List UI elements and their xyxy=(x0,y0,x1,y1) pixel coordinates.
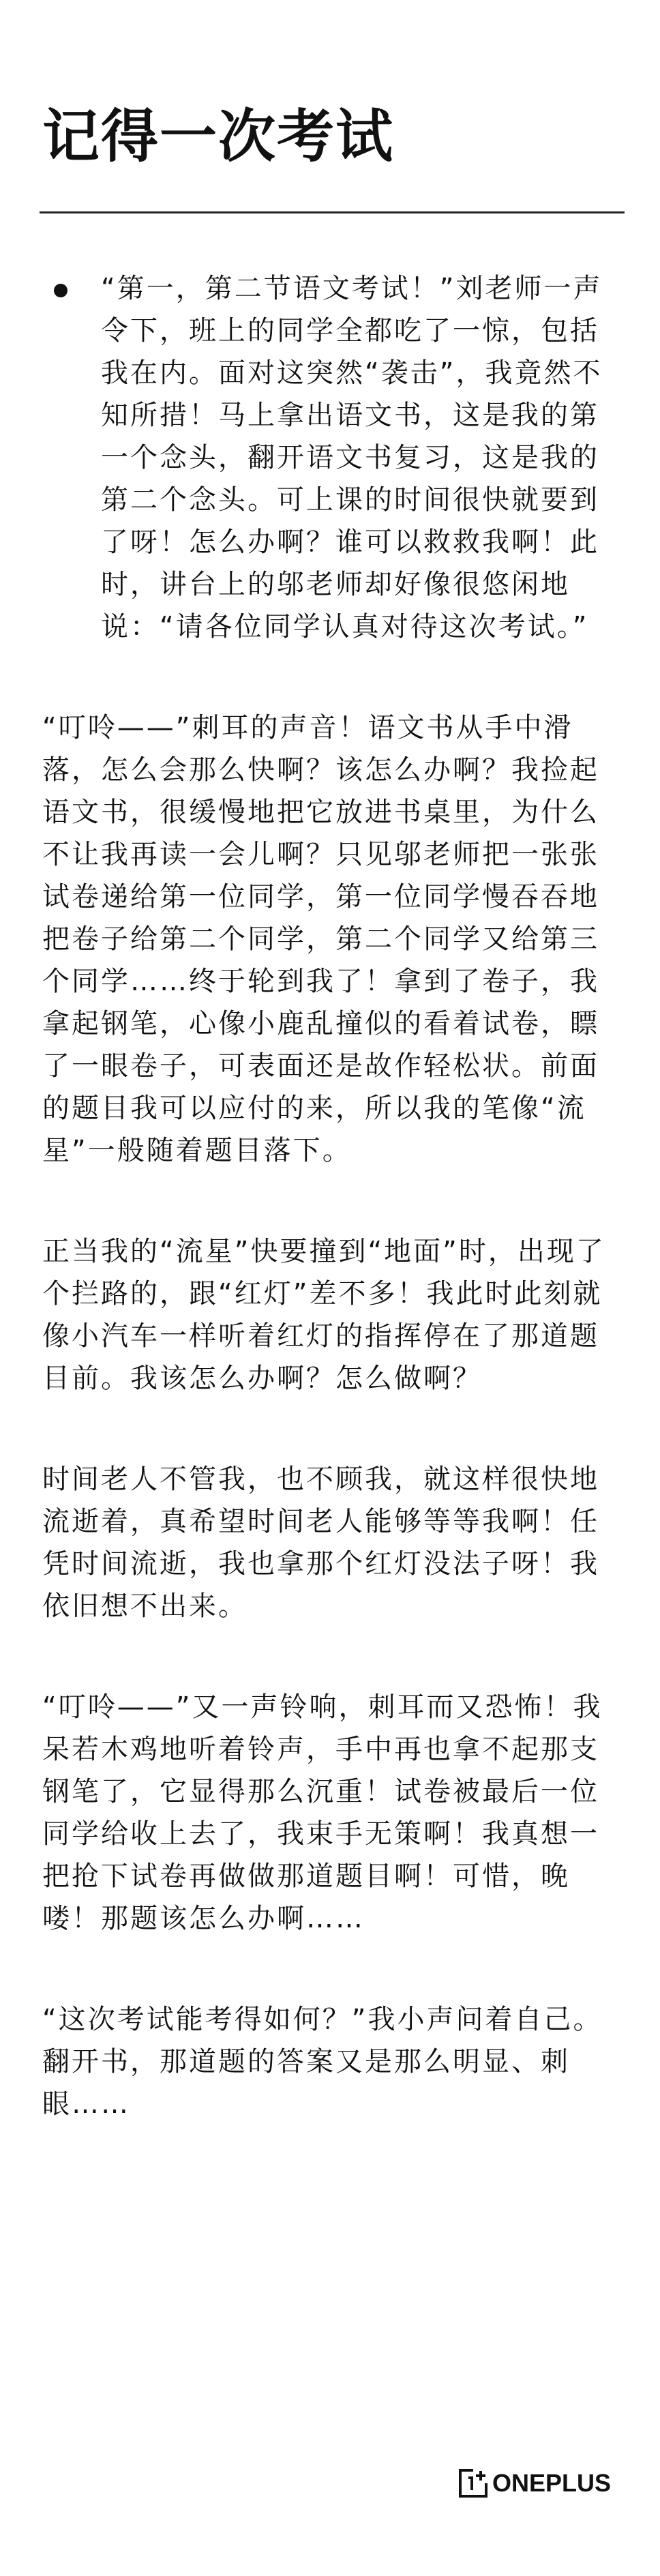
oneplus-watermark xyxy=(458,2466,611,2501)
bullet-list-item xyxy=(42,267,622,648)
bullet-text: “第一，第二节语文考试！”刘老师一声令下，班上的同学全都吃了一惊，包括我在内。面对这突然“袭击”，我竟然不知所措！马上拿出语文书，这是我的第一个念头，翻开语文书复习，这是我的第二个念头。可上课的时间很快就要到了呀！怎么办啊？谁可以救救我啊！此时，讲台上的邬老师却好像很悠闲地说：“请各位同学认真对待这次考试。” xyxy=(101,273,603,642)
title-divider xyxy=(40,211,625,213)
article-body xyxy=(42,267,622,2184)
oneplus-logo-icon xyxy=(458,2468,488,2498)
paragraph: “叮呤——”又一声铃响，刺耳而又恐怖！我呆若木鸡地听着铃声，手中再也拿不起那支钢笔了，它显得那么沉重！试卷被最后一位同学给收上去了，我束手无策啊！我真想一把抢下试卷再做做那道题目啊！可惜，晚喽！那题该怎么办啊…… xyxy=(42,1691,603,1934)
paragraph: 时间老人不管我，也不顾我，就这样很快地流逝着，真希望时间老人能够等等我啊！任凭时间流逝，我也拿那个红灯没法子呀！我依旧想不出来。 xyxy=(42,1464,599,1622)
bullet-dot-icon xyxy=(54,284,68,297)
paragraph: “这次考试能考得如何？”我小声问着自己。翻开书，那道题的答案又是那么明显、刺眼…… xyxy=(42,2004,603,2120)
paragraph: “叮呤——”刺耳的声音！语文书从手中滑落，怎么会那么快啊？该怎么办啊？我捡起语文书，很缓慢地把它放进书桌里，为什么不让我再读一会儿啊？只见邬老师把一张张试卷递给第一位同学，第一位同学慢吞吞地把卷子给第二个同学，第二个同学又给第三个同学……终于轮到我了！拿到了卷子，我拿起钢笔，心像小鹿乱撞似的看着试卷，瞟了一眼卷子，可表面还是故作轻松状。前面的题目我可以应付的来，所以我的笔像“流星”一般随着题目落下。 xyxy=(42,712,599,1166)
page-title: 记得一次考试 xyxy=(42,103,395,170)
paragraph: 正当我的“流星”快要撞到“地面”时，出现了个拦路的，跟“红灯”差不多！我此时此刻就像小汽车一样听着红灯的指挥停在了那道题目前。我该怎么办啊？怎么做啊？ xyxy=(42,1236,605,1394)
logo-text: ONEPLUS xyxy=(492,2469,612,2497)
bullet-list xyxy=(42,267,622,648)
